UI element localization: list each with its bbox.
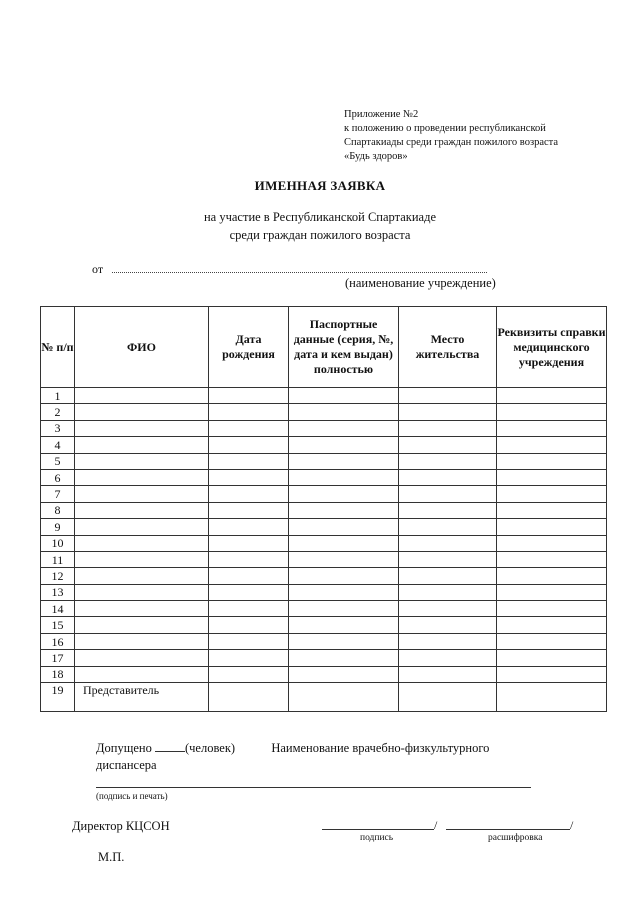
table-row	[41, 519, 607, 535]
table-row	[41, 633, 607, 649]
row-number: 4	[41, 437, 75, 453]
table-cell[interactable]	[497, 601, 607, 617]
allowed-count-blank[interactable]	[155, 741, 185, 752]
table-cell[interactable]	[399, 633, 497, 649]
table-cell[interactable]	[289, 551, 399, 567]
row-number: 12	[41, 568, 75, 584]
table-cell[interactable]	[209, 666, 289, 682]
table-cell[interactable]	[209, 633, 289, 649]
table-row	[41, 437, 607, 453]
table-cell[interactable]	[209, 535, 289, 551]
table-cell[interactable]	[209, 502, 289, 518]
annex-line: Приложение №2	[344, 109, 419, 120]
table-cell[interactable]	[289, 469, 399, 485]
table-cell[interactable]	[75, 601, 209, 617]
table-header-row	[41, 307, 607, 388]
table-cell[interactable]	[399, 420, 497, 436]
row-number: 13	[41, 584, 75, 600]
table-cell[interactable]	[209, 486, 289, 502]
table-cell[interactable]	[289, 437, 399, 453]
row-number: 1	[41, 388, 75, 404]
table-cell[interactable]	[75, 650, 209, 666]
table-row	[41, 388, 607, 404]
table-cell[interactable]	[289, 404, 399, 420]
row-number: 19	[41, 683, 75, 712]
table-row	[41, 502, 607, 518]
table-cell[interactable]	[399, 601, 497, 617]
table-row	[41, 420, 607, 436]
table-cell[interactable]	[289, 617, 399, 633]
table-cell[interactable]	[497, 437, 607, 453]
table-cell[interactable]	[75, 453, 209, 469]
table-cell[interactable]	[399, 404, 497, 420]
table-cell[interactable]	[399, 584, 497, 600]
dispensary-name-label: Наименование врачебно-физкультурного	[271, 741, 490, 755]
table-cell[interactable]	[399, 551, 497, 567]
caption-sign: подпись	[360, 833, 394, 843]
table-row	[41, 584, 607, 600]
table-cell[interactable]	[75, 502, 209, 518]
table-cell[interactable]	[75, 420, 209, 436]
table-row	[41, 617, 607, 633]
col-header-residence: Место жительства	[399, 307, 497, 388]
table-cell[interactable]	[75, 469, 209, 485]
caption-decode: расшифровка	[488, 833, 543, 843]
table-cell[interactable]	[497, 404, 607, 420]
table-cell[interactable]	[75, 519, 209, 535]
table-cell[interactable]	[209, 388, 289, 404]
table-cell[interactable]	[399, 617, 497, 633]
row-number: 5	[41, 453, 75, 469]
allowed-suffix: (человек)	[184, 741, 236, 755]
table-cell[interactable]	[75, 551, 209, 567]
table-cell[interactable]	[75, 568, 209, 584]
table-cell[interactable]	[399, 388, 497, 404]
table-row	[41, 650, 607, 666]
table-cell[interactable]	[209, 617, 289, 633]
table-cell[interactable]	[497, 666, 607, 682]
table-cell[interactable]	[399, 535, 497, 551]
row-number: 6	[41, 469, 75, 485]
table-cell[interactable]	[289, 486, 399, 502]
table-cell[interactable]	[289, 650, 399, 666]
table-cell[interactable]	[399, 650, 497, 666]
table-cell[interactable]	[209, 453, 289, 469]
institution-line	[112, 272, 487, 273]
table-cell[interactable]	[289, 568, 399, 584]
table-cell[interactable]	[75, 633, 209, 649]
table-cell[interactable]	[209, 683, 289, 712]
annex-line: «Будь здоров»	[344, 151, 408, 162]
table-cell[interactable]	[209, 568, 289, 584]
table-cell[interactable]	[497, 469, 607, 485]
table-cell[interactable]	[75, 535, 209, 551]
document-title: ИМЕННАЯ ЗАЯВКА	[254, 178, 386, 193]
table-cell[interactable]	[289, 502, 399, 518]
table-cell[interactable]	[497, 420, 607, 436]
table-cell[interactable]	[289, 453, 399, 469]
table-cell[interactable]	[209, 650, 289, 666]
annex-note	[344, 108, 558, 164]
table-row	[41, 469, 607, 485]
table-cell[interactable]	[497, 502, 607, 518]
table-cell[interactable]	[289, 535, 399, 551]
col-header-passport: Паспортные данные (серия, №, дата и кем выдан) полностью	[289, 307, 399, 388]
table-row	[41, 535, 607, 551]
stamp-place-label: М.П.	[98, 850, 125, 864]
table-cell[interactable]	[289, 601, 399, 617]
table-cell[interactable]	[399, 502, 497, 518]
table-cell[interactable]	[289, 420, 399, 436]
table-cell[interactable]	[75, 404, 209, 420]
table-cell[interactable]	[289, 683, 399, 712]
table-cell[interactable]	[209, 519, 289, 535]
subtitle-line: среди граждан пожилого возраста	[229, 228, 411, 242]
director-decode-line[interactable]	[446, 829, 570, 830]
table-row	[41, 486, 607, 502]
subtitle-line: на участие в Республиканской Спартакиаде	[203, 210, 436, 224]
table-cell[interactable]	[399, 437, 497, 453]
table-cell[interactable]	[209, 404, 289, 420]
table-row	[41, 568, 607, 584]
table-cell[interactable]	[497, 486, 607, 502]
dispensary-label: диспансера	[96, 758, 157, 772]
table-cell[interactable]	[399, 453, 497, 469]
row-number: 7	[41, 486, 75, 502]
table-cell[interactable]	[399, 469, 497, 485]
table-cell[interactable]	[209, 437, 289, 453]
table-row	[41, 453, 607, 469]
table-cell[interactable]	[399, 568, 497, 584]
row-number: 17	[41, 650, 75, 666]
table-cell[interactable]	[497, 683, 607, 712]
director-signature-line[interactable]	[322, 829, 434, 830]
document-subtitle	[0, 208, 640, 244]
table-cell[interactable]	[497, 519, 607, 535]
table-row	[41, 551, 607, 567]
table-cell[interactable]	[289, 584, 399, 600]
table-row	[41, 404, 607, 420]
table-cell[interactable]	[497, 535, 607, 551]
participants-table	[40, 306, 607, 712]
row-number: 15	[41, 617, 75, 633]
table-cell[interactable]	[209, 601, 289, 617]
table-cell[interactable]	[497, 551, 607, 567]
from-label: от	[92, 262, 104, 276]
table-cell[interactable]	[497, 388, 607, 404]
table-cell[interactable]	[289, 519, 399, 535]
representative-row	[41, 683, 607, 712]
table-cell[interactable]	[399, 666, 497, 682]
institution-caption: (наименование учреждение)	[345, 276, 496, 290]
table-row	[41, 601, 607, 617]
col-header-num: № п/п	[41, 307, 75, 388]
table-cell[interactable]	[209, 420, 289, 436]
table-cell[interactable]	[497, 633, 607, 649]
representative-label: Представитель	[75, 683, 209, 712]
table-cell[interactable]	[497, 584, 607, 600]
table-cell[interactable]	[399, 519, 497, 535]
table-cell[interactable]	[497, 453, 607, 469]
slash-separator: /	[434, 818, 438, 832]
table-cell[interactable]	[75, 388, 209, 404]
annex-line: Спартакиады среди граждан пожилого возраста	[344, 137, 559, 148]
annex-line: к положению о проведении республиканской	[344, 123, 546, 134]
allowed-prefix: Допущено	[96, 741, 152, 755]
table-cell[interactable]	[289, 633, 399, 649]
slash-separator: /	[570, 818, 574, 832]
col-header-medical: Реквизиты справки медицинского учреждения	[497, 307, 607, 388]
row-number: 10	[41, 535, 75, 551]
table-cell[interactable]	[209, 584, 289, 600]
row-number: 16	[41, 633, 75, 649]
row-number: 8	[41, 502, 75, 518]
row-number: 11	[41, 551, 75, 567]
table-cell[interactable]	[75, 437, 209, 453]
table-cell[interactable]	[209, 469, 289, 485]
table-cell[interactable]	[75, 666, 209, 682]
table-cell[interactable]	[289, 666, 399, 682]
col-header-birth: Дата рождения	[209, 307, 289, 388]
director-label: Директор КЦСОН	[72, 819, 170, 833]
table-cell[interactable]	[75, 584, 209, 600]
allowed-line	[96, 741, 489, 756]
signature-caption: (подпись и печать)	[96, 791, 168, 801]
table-cell[interactable]	[497, 568, 607, 584]
table-cell[interactable]	[75, 486, 209, 502]
table-cell[interactable]	[399, 486, 497, 502]
table-cell[interactable]	[209, 551, 289, 567]
row-number: 18	[41, 666, 75, 682]
table-cell[interactable]	[289, 388, 399, 404]
table-cell[interactable]	[399, 683, 497, 712]
table-cell[interactable]	[75, 617, 209, 633]
row-number: 9	[41, 519, 75, 535]
row-number: 3	[41, 420, 75, 436]
row-number: 2	[41, 404, 75, 420]
signature-line[interactable]	[96, 787, 531, 788]
table-cell[interactable]	[497, 650, 607, 666]
row-number: 14	[41, 601, 75, 617]
col-header-fio: ФИО	[75, 307, 209, 388]
table-row	[41, 666, 607, 682]
table-cell[interactable]	[497, 617, 607, 633]
